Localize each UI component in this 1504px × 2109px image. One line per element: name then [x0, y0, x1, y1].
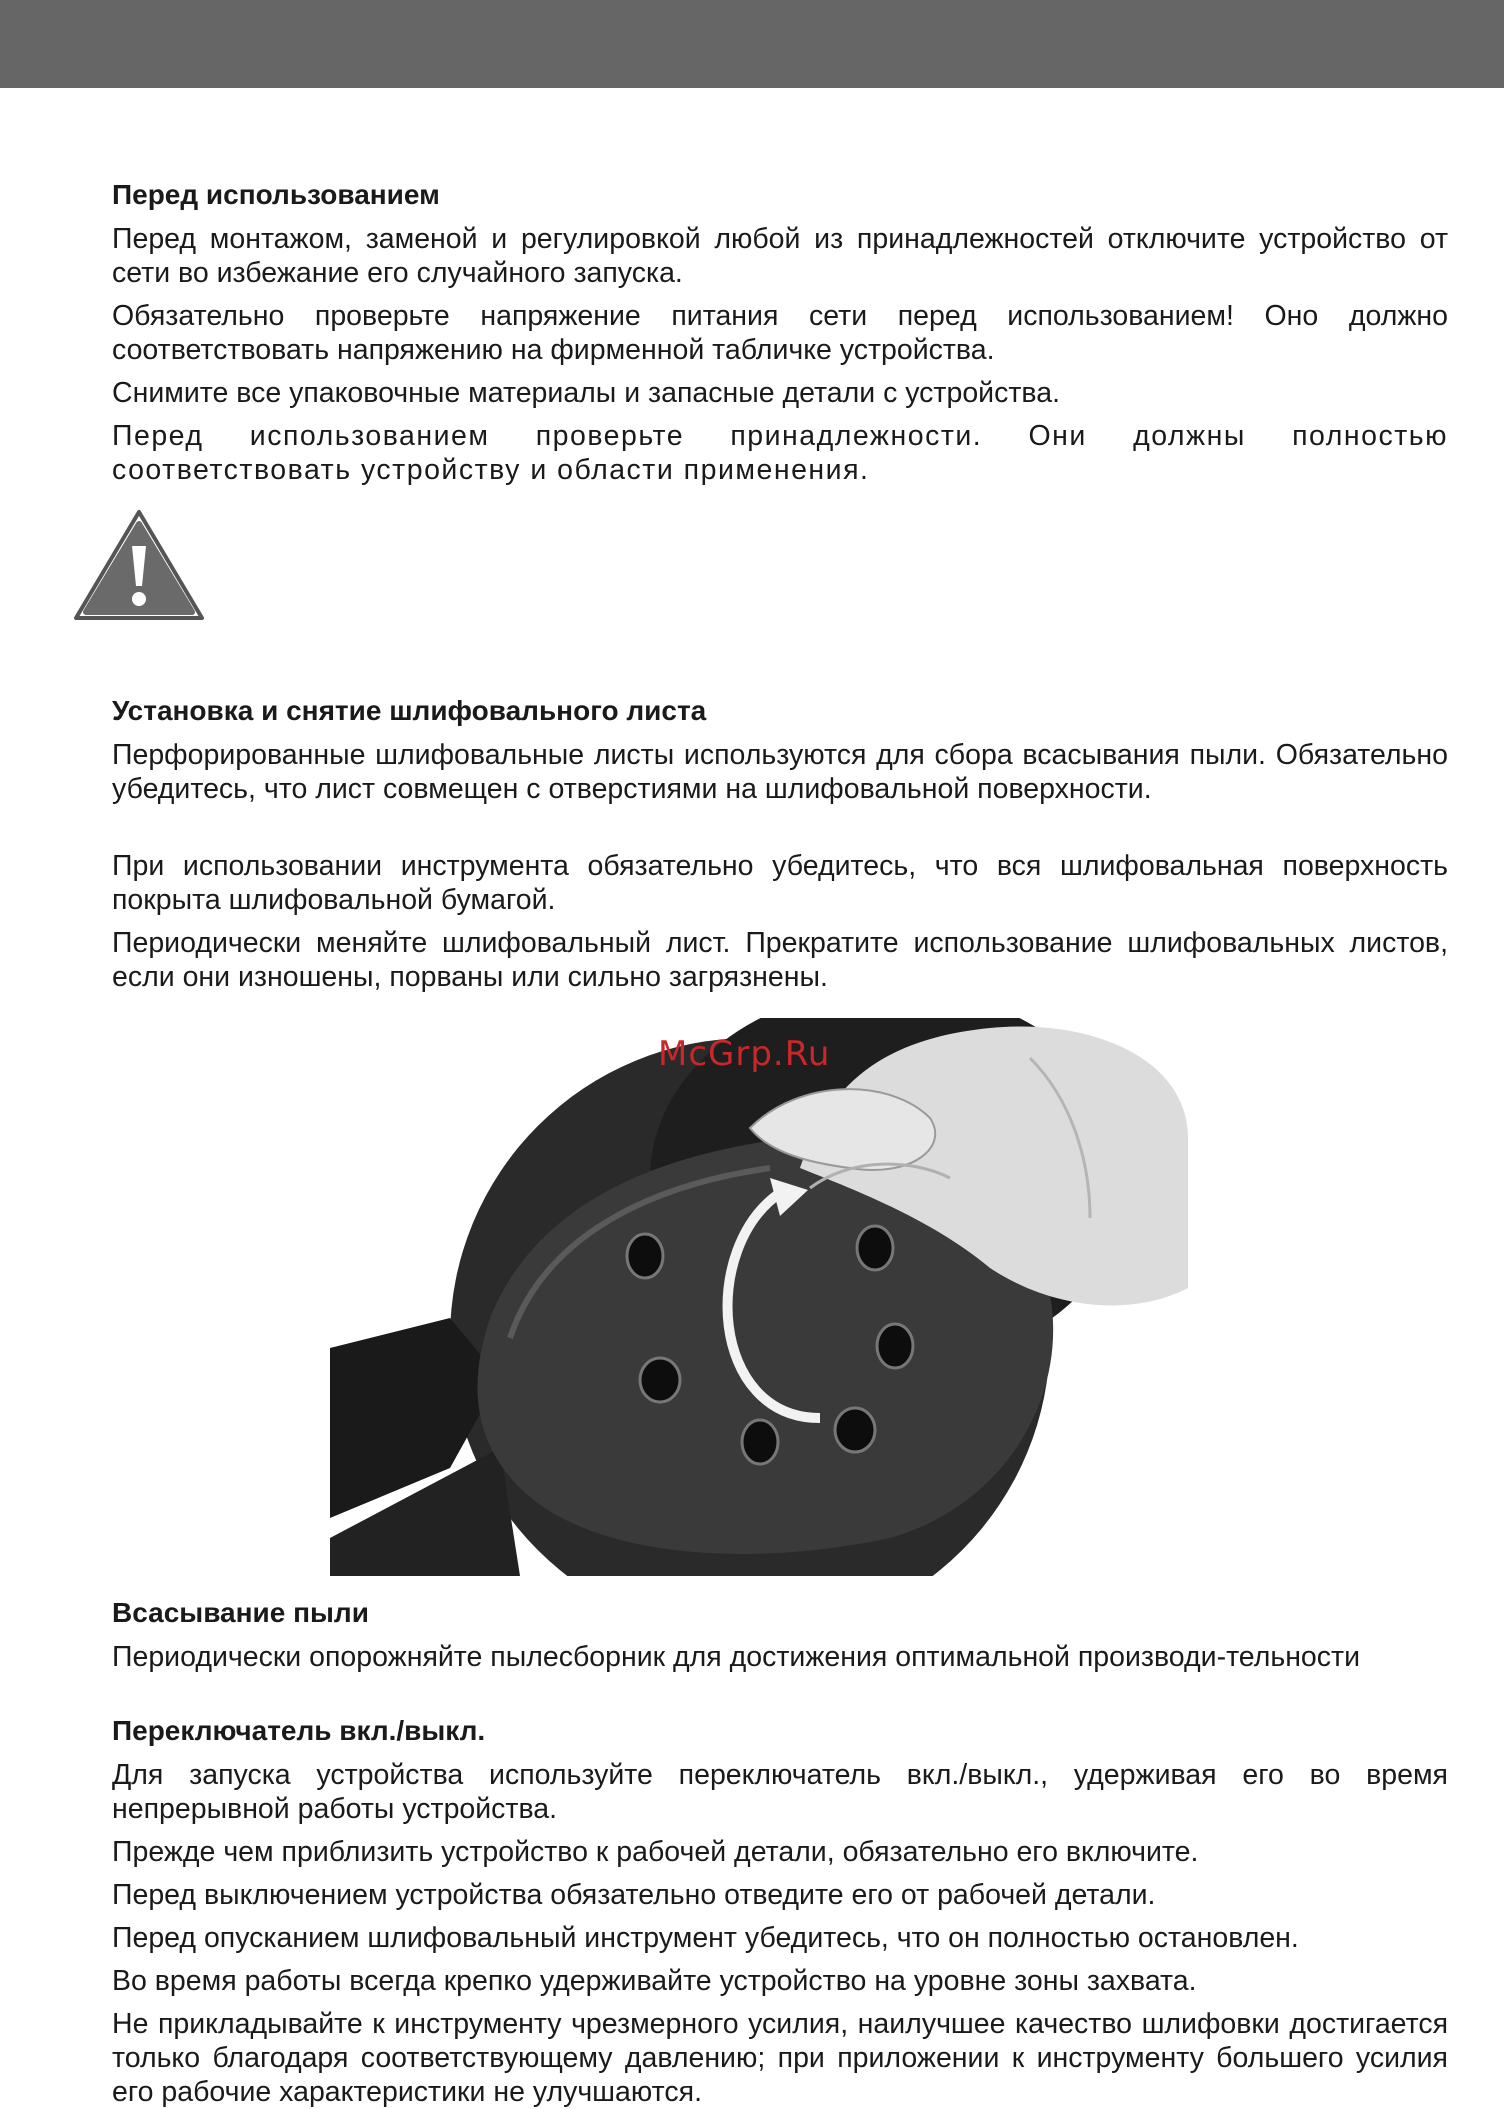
- paragraph: Во время работы всегда крепко удерживайте устройство на уровне зоны захвата.: [112, 1965, 1197, 1997]
- paragraph: Перед выключением устройства обязательно отведите его от рабочей детали.: [112, 1879, 1156, 1911]
- section-heading-dust-extraction: Всасывание пыли: [112, 1597, 369, 1628]
- warning-triangle-icon: [72, 508, 206, 624]
- paragraph: Периодически опорожняйте пылесборник для достижения оптимальной производи-тельности: [112, 1641, 1361, 1673]
- section-heading-sanding-sheet: Установка и снятие шлифовального листа: [112, 695, 707, 726]
- paragraph: Перед опусканием шлифовальный инструмент убедитесь, что он полностью остановлен.: [112, 1922, 1299, 1954]
- paragraph: Прежде чем приблизить устройство к рабочей детали, обязательно его включите.: [112, 1836, 1199, 1868]
- paragraph: Для запуска устройства используйте переключатель вкл./выкл., удерживая его во время непрерывной работы устройства.: [112, 1759, 1448, 1825]
- paragraph: Не прикладывайте к инструменту чрезмерного усилия, наилучшее качество шлифовки достигается только благодаря соответствующему давлению; при приложении к инструменту большего усилия его рабочие характеристики не улучшаются.: [112, 2008, 1448, 2108]
- paragraph: Перфорированные шлифовальные листы используются для сбора всасывания пыли. Обязательно убедитесь, что лист совмещен с отверстиями на шлифовальной поверхности.: [112, 739, 1448, 805]
- paragraph: Снимите все упаковочные материалы и запасные детали с устройства.: [112, 377, 1060, 409]
- paragraph: Перед использованием проверьте принадлежности. Они должны полностью соответствовать устройству и области применения.: [112, 420, 1448, 486]
- header-bar: [0, 0, 1504, 88]
- watermark: McGrp.Ru: [658, 1034, 831, 1074]
- paragraph: Обязательно проверьте напряжение питания сети перед использованием! Оно должно соответствовать напряжению на фирменной табличке устройства.: [112, 300, 1448, 366]
- paragraph: Периодически меняйте шлифовальный лист. Прекратите использование шлифовальных листов, если они изношены, порваны или сильно загрязнены.: [112, 927, 1448, 993]
- sanding-sheet-photo: [330, 1018, 1188, 1576]
- paragraph: Перед монтажом, заменой и регулировкой любой из принадлежностей отключите устройство от сети во избежание его случайного запуска.: [112, 223, 1448, 289]
- section-heading-on-off-switch: Переключатель вкл./выкл.: [112, 1715, 486, 1746]
- paragraph: При использовании инструмента обязательно убедитесь, что вся шлифовальная поверхность покрыта шлифовальной бумагой.: [112, 850, 1448, 916]
- section-heading-before-use: Перед использованием: [112, 179, 440, 210]
